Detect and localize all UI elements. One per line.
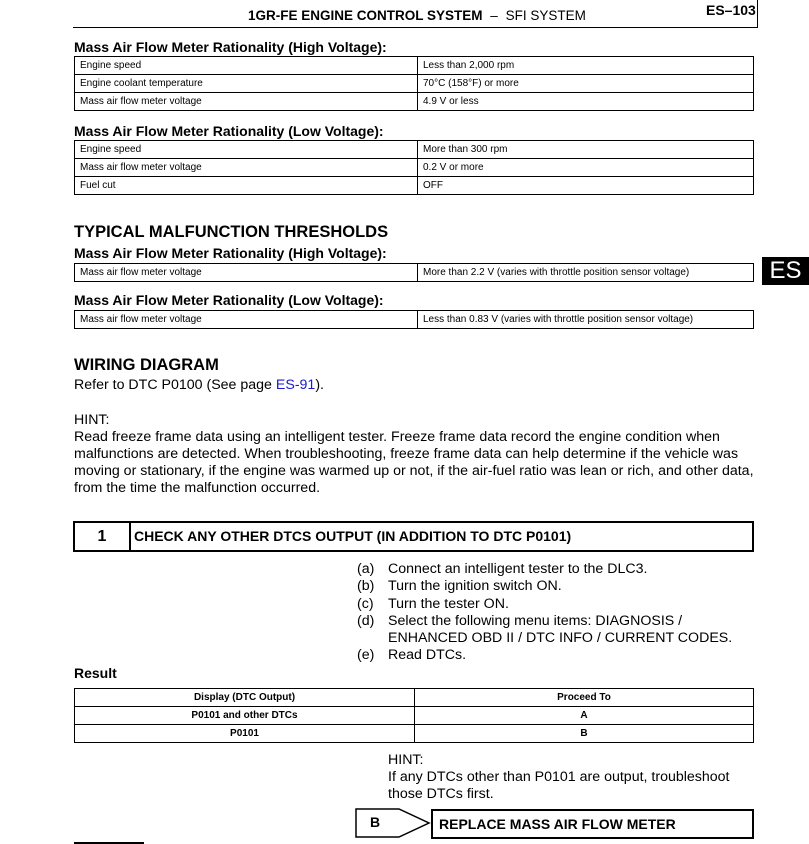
table-cell: More than 300 rpm (418, 141, 754, 159)
thresholds-high-table (74, 263, 754, 282)
table-row (75, 159, 754, 177)
table-cell: P0101 and other DTCs (75, 707, 415, 725)
header-rule (73, 27, 757, 28)
substep-label: (b) (357, 578, 375, 595)
table-row (75, 264, 754, 282)
branch-b-action: REPLACE MASS AIR FLOW METER (439, 816, 676, 832)
branch-b-action-box[interactable] (431, 809, 754, 839)
conditions-high-heading: Mass Air Flow Meter Rationality (High Voltage): (74, 39, 387, 55)
table-cell: Mass air flow meter voltage (75, 264, 418, 282)
table-row (75, 57, 754, 75)
table-cell: B (415, 725, 754, 743)
wiring-ref-prefix: Refer to DTC P0100 (See page (74, 377, 276, 393)
table-cell: Engine speed (75, 141, 418, 159)
thresholds-heading: TYPICAL MALFUNCTION THRESHOLDS (74, 223, 389, 241)
wiring-reference (74, 377, 324, 394)
table-cell: Fuel cut (75, 177, 418, 195)
table-cell: Mass air flow meter voltage (75, 159, 418, 177)
table-cell: P0101 (75, 725, 415, 743)
table-cell: Less than 0.83 V (varies with throttle position sensor voltage) (418, 311, 754, 329)
step-title: CHECK ANY OTHER DTCS OUTPUT (IN ADDITION TO DTC P0101) (134, 528, 572, 544)
table-cell: Engine speed (75, 57, 418, 75)
table-row (75, 725, 754, 743)
substep-label: (a) (357, 561, 375, 577)
page-header-title (248, 8, 586, 23)
page-number: ES–103 (706, 2, 756, 18)
table-cell: Engine coolant temperature (75, 75, 418, 93)
hint-label: HINT: (74, 412, 110, 428)
table-cell: 70°C (158°F) or more (418, 75, 754, 93)
table-row (75, 311, 754, 329)
hint-text: Read freeze frame data using an intelligent tester. Freeze frame data record the engine condition when malfunctions are detected. When troubleshooting, freeze frame data can help determine if the vehicle was moving or stationary, if the engine was warmed up or not, if the air-fuel ratio was lean or rich, and other data, from the time the malfunction occurred. (74, 429, 754, 496)
table-row (75, 707, 754, 725)
hint2-text: If any DTCs other than P0101 are output, troubleshoot those DTCs first. (388, 769, 730, 802)
table-header-row (75, 689, 754, 707)
conditions-low-heading: Mass Air Flow Meter Rationality (Low Voltage): (74, 123, 384, 139)
table-cell: OFF (418, 177, 754, 195)
table-cell: A (415, 707, 754, 725)
list-item (357, 578, 758, 595)
page-link-es-91[interactable]: ES-91 (275, 377, 316, 393)
thresholds-low-table (74, 310, 754, 329)
list-item (357, 561, 758, 578)
header-subsystem: SFI SYSTEM (505, 8, 586, 23)
list-item (357, 596, 758, 613)
thresholds-high-heading: Mass Air Flow Meter Rationality (High Voltage): (74, 245, 387, 261)
step-number: 1 (75, 523, 131, 550)
substep-text: Turn the ignition switch ON. (388, 578, 562, 595)
substep-text: Turn the tester ON. (388, 595, 509, 612)
substep-label: (e) (357, 647, 375, 664)
substep-text: Select the following menu items: DIAGNOSIS / ENHANCED OBD II / DTC INFO / CURRENT CODES. (388, 612, 733, 647)
thresholds-low-heading: Mass Air Flow Meter Rationality (Low Voltage): (74, 292, 384, 308)
table-row (75, 75, 754, 93)
substep-text: Connect an intelligent tester to the DLC3. (388, 561, 648, 577)
header-dash: – (490, 8, 498, 23)
table-row (75, 141, 754, 159)
wiring-ref-suffix: ). (315, 377, 324, 393)
header-vertical-rule (757, 0, 758, 28)
step-1-box (73, 521, 754, 552)
table-cell: Less than 2,000 rpm (418, 57, 754, 75)
substep-list (357, 561, 758, 665)
result-table (74, 688, 754, 743)
table-row (75, 177, 754, 195)
table-cell: Mass air flow meter voltage (75, 311, 418, 329)
column-header: Display (DTC Output) (75, 689, 415, 707)
conditions-low-table (74, 140, 754, 195)
substep-label: (c) (357, 595, 374, 612)
conditions-high-table (74, 56, 754, 111)
table-row (75, 93, 754, 111)
list-item (357, 647, 758, 664)
branch-b-letter: B (369, 814, 381, 830)
table-cell: Mass air flow meter voltage (75, 93, 418, 111)
list-item (357, 613, 758, 648)
hint2-label: HINT: (388, 752, 424, 768)
substep-text: Read DTCs. (388, 647, 467, 664)
header-system-name: 1GR-FE ENGINE CONTROL SYSTEM (248, 8, 483, 23)
section-side-tab[interactable]: ES (762, 257, 809, 285)
result-heading: Result (74, 665, 117, 681)
wiring-heading: WIRING DIAGRAM (74, 356, 219, 374)
substep-label: (d) (357, 612, 375, 629)
table-cell: 4.9 V or less (418, 93, 754, 111)
column-header: Proceed To (415, 689, 754, 707)
table-cell: 0.2 V or more (418, 159, 754, 177)
table-cell: More than 2.2 V (varies with throttle position sensor voltage) (418, 264, 754, 282)
